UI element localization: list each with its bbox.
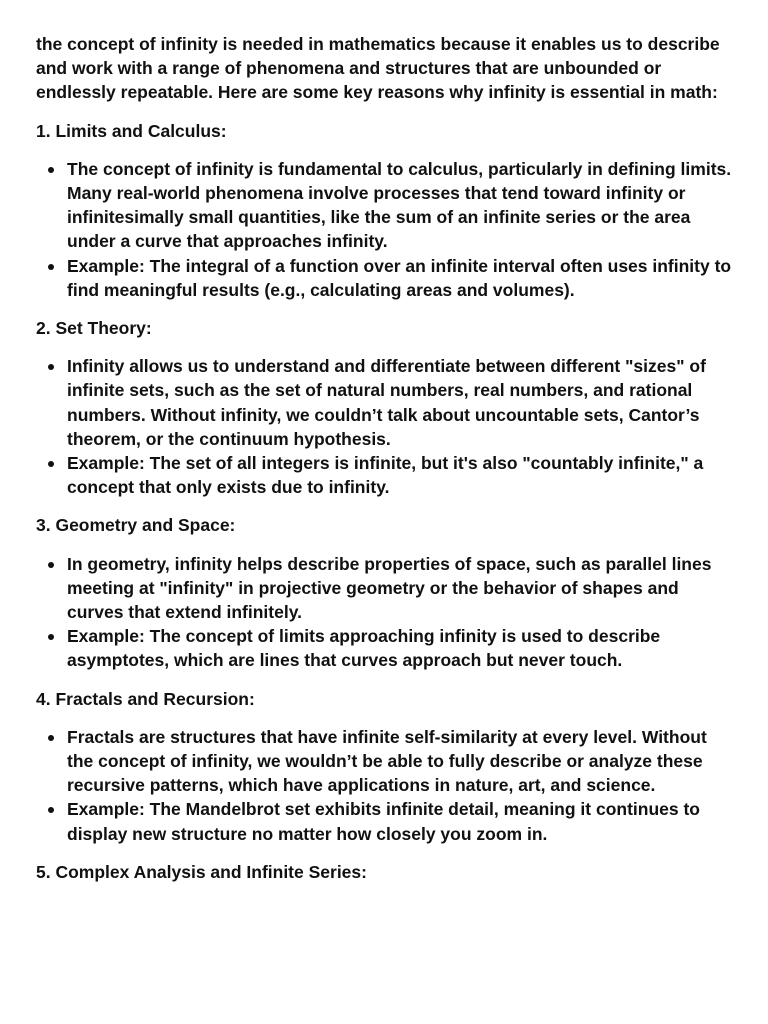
- list-item-text: Example: The integral of a function over an infinite interval often uses infinity to find meaningful results (e.g., calculating areas and volumes).: [67, 255, 732, 300]
- document-body: [36, 32, 736, 898]
- list-item: [36, 725, 736, 798]
- section-heading-set-theory: 2. Set Theory:: [36, 318, 152, 339]
- bullet-list-set-theory: [36, 354, 736, 499]
- intro-paragraph: the concept of infinity is needed in mathematics because it enables us to describe and work with a range of phenomena and structures that are unbounded or endlessly repeatable. Here are some key reasons why infinity is essential in math:: [36, 34, 720, 103]
- section-heading-complex-analysis: 5. Complex Analysis and Infinite Series:: [36, 861, 367, 882]
- bullet-list-limits-calculus: [36, 157, 736, 302]
- list-item: [36, 552, 736, 625]
- bullet-dot-icon: [48, 364, 54, 370]
- list-item-text: In geometry, infinity helps describe properties of space, such as parallel lines meeting at "infinity" in projective geometry or the behavior of shapes and curves that extend infinitely.: [67, 553, 712, 623]
- bullet-dot-icon: [48, 264, 54, 270]
- bullet-dot-icon: [48, 735, 54, 741]
- bullet-dot-icon: [48, 562, 54, 568]
- list-item-text: Infinity allows us to understand and differentiate between different "sizes" of infinite sets, such as the set of natural numbers, real numbers, and rational numbers. Without infinity, we couldn’t talk about uncountable sets, Cantor’s theorem, or the continuum hypothesis.: [67, 356, 706, 449]
- list-item-text: Example: The set of all integers is infinite, but it's also "countably infinite," a concept that only exists due to infinity.: [67, 453, 704, 498]
- bullet-dot-icon: [48, 634, 54, 640]
- section-heading-geometry-space: 3. Geometry and Space:: [36, 515, 236, 536]
- list-item: [36, 254, 736, 302]
- list-item-text: Fractals are structures that have infinite self-similarity at every level. Without the concept of infinity, we wouldn’t be able to fully describe or analyze these recursive patterns, which have applications in nature, art, and science.: [67, 726, 707, 796]
- list-item-text: The concept of infinity is fundamental to calculus, particularly in defining limits. Many real-world phenomena involve processes that tend toward infinity or infinitesimally small quantities, like the sum of an infinite series or the area under a curve that approaches infinity.: [67, 158, 732, 252]
- list-item: [36, 157, 736, 254]
- list-item: [36, 451, 736, 499]
- bullet-list-fractals-recursion: [36, 725, 736, 846]
- list-item-text: Example: The Mandelbrot set exhibits infinite detail, meaning it continues to display new structure no matter how closely you zoom in.: [67, 799, 700, 844]
- list-item: [36, 624, 736, 672]
- list-item: [36, 797, 736, 845]
- section-heading-limits-calculus: 1. Limits and Calculus:: [36, 120, 227, 141]
- bullet-dot-icon: [48, 461, 54, 467]
- list-item-text: Example: The concept of limits approaching infinity is used to describe asymptotes, which are lines that curves approach but never touch.: [67, 626, 661, 671]
- bullet-list-geometry-space: [36, 552, 736, 673]
- section-heading-fractals-recursion: 4. Fractals and Recursion:: [36, 688, 255, 709]
- list-item: [36, 354, 736, 451]
- bullet-dot-icon: [48, 167, 54, 173]
- bullet-dot-icon: [48, 807, 54, 813]
